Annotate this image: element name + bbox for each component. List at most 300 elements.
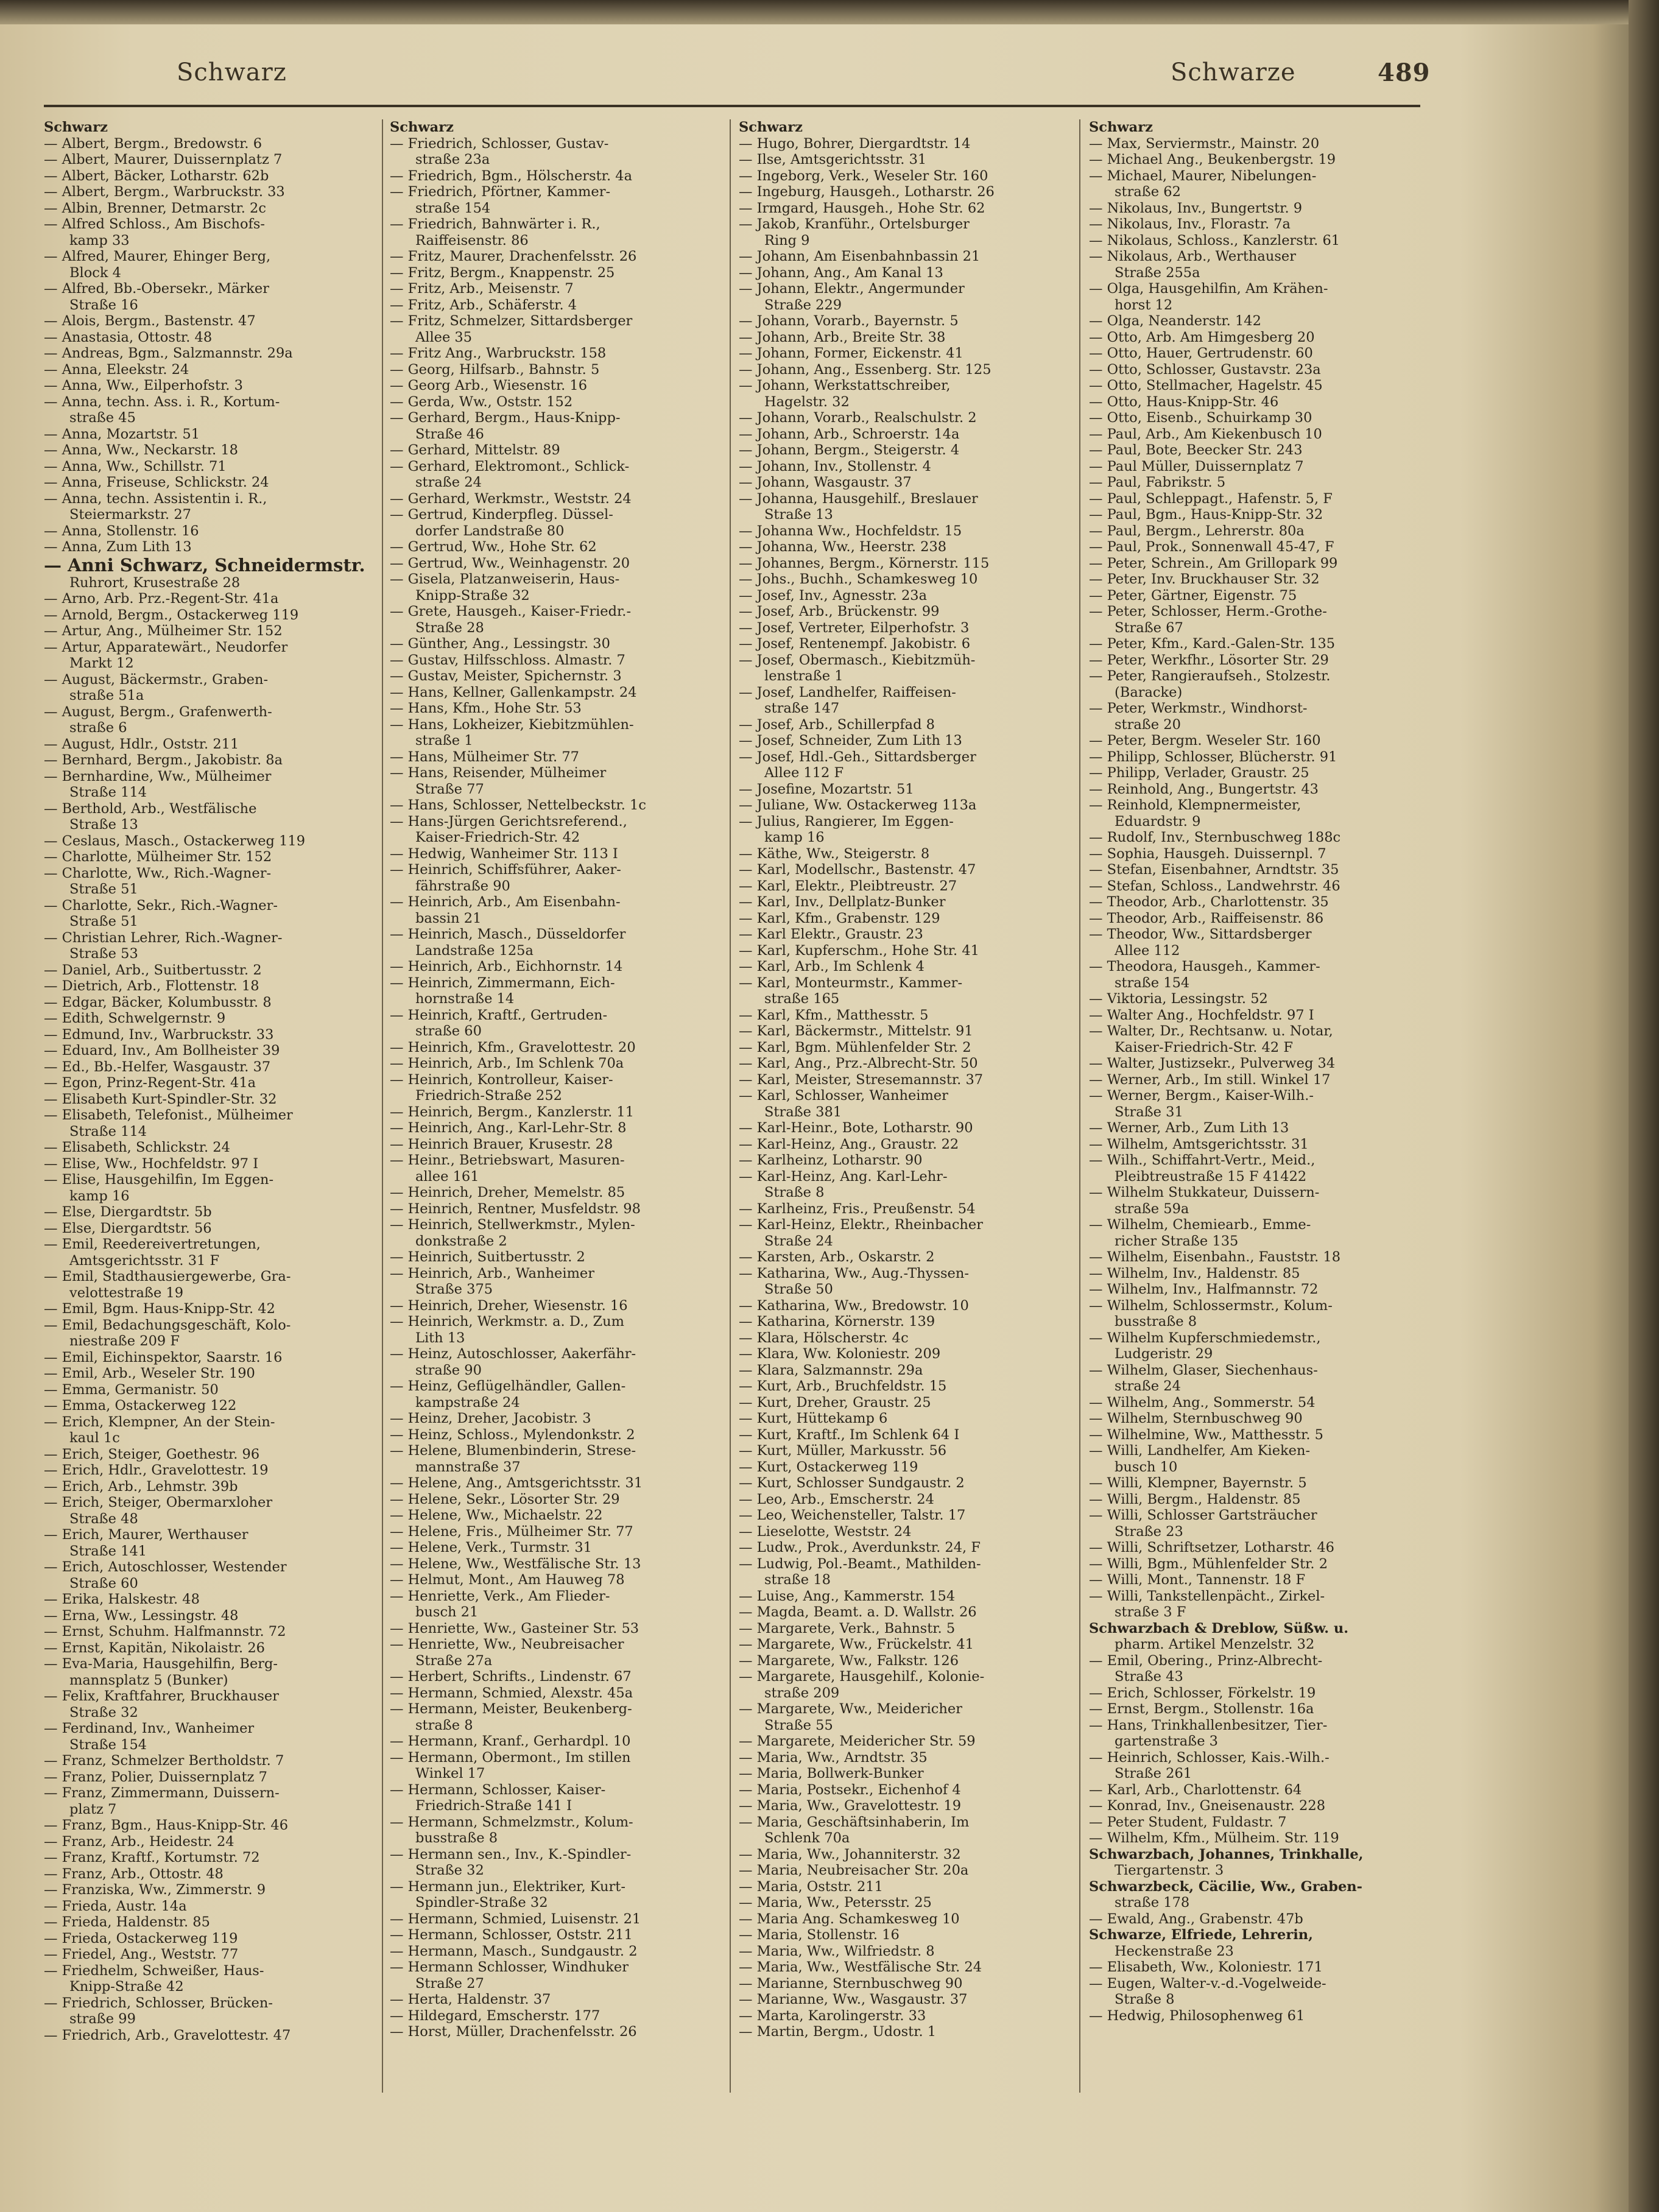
directory-entry: — Anna, Mozartstr. 51 [44, 426, 200, 442]
directory-entry: — Karl-Heinr., Bote, Lotharstr. 90 [739, 1120, 973, 1136]
directory-entry-continuation: straße 165 [764, 991, 840, 1007]
directory-entry: — Gisela, Platzanweiserin, Haus- [390, 571, 620, 587]
directory-entry: — Werner, Bergm., Kaiser-Wilh.- [1089, 1088, 1314, 1104]
directory-entry: — Theodora, Hausgeh., Kammer- [1089, 959, 1320, 974]
directory-entry: — Klara, Salzmannstr. 29a [739, 1362, 923, 1378]
directory-entry: — Günther, Ang., Lessingstr. 30 [390, 636, 610, 652]
directory-entry: — Heinz, Geflügelhändler, Gallen- [390, 1378, 626, 1394]
directory-entry: — Hans, Lokheizer, Kiebitzmühlen- [390, 716, 634, 733]
directory-entry: — Helene, Ww., Westfälische Str. 13 [390, 1555, 641, 1572]
directory-entry: — Marianne, Sternbuschweg 90 [739, 1975, 963, 1992]
directory-entry: — Heinr., Betriebswart, Masuren- [390, 1152, 625, 1168]
directory-entry: — Karlheinz, Lotharstr. 90 [739, 1152, 923, 1168]
directory-entry: — Heinrich, Stellwerkmstr., Mylen- [390, 1217, 635, 1233]
directory-entry: — Leo, Arb., Emscherstr. 24 [739, 1491, 934, 1507]
directory-entry-continuation: straße 209 [764, 1685, 840, 1701]
directory-entry: — Anastasia, Ottostr. 48 [44, 329, 213, 345]
directory-entry: — Franz, Arb., Heidestr. 24 [44, 1833, 234, 1850]
directory-entry: — Margarete, Verk., Bahnstr. 5 [739, 1620, 956, 1636]
directory-entry: — Henriette, Ww., Gasteiner Str. 53 [390, 1620, 639, 1636]
directory-entry: — Emil, Obering., Prinz-Albrecht- [1089, 1652, 1323, 1669]
directory-entry: — Johanna, Ww., Heerstr. 238 [739, 539, 947, 555]
directory-entry: — Maria Ang. Schamkesweg 10 [739, 1911, 960, 1927]
directory-entry: — Peter, Werkmstr., Windhorst- [1089, 700, 1308, 716]
directory-entry: — Heinz, Schloss., Mylendonkstr. 2 [390, 1426, 635, 1443]
directory-entry: — Otto, Stellmacher, Hagelstr. 45 [1089, 378, 1323, 393]
directory-entry: — Franz, Kraftf., Kortumstr. 72 [44, 1850, 260, 1865]
directory-entry-continuation: Straße 27 [415, 1975, 484, 1992]
directory-entry: — Karl, Inv., Dellplatz-Bunker [739, 894, 946, 910]
column-heading: Schwarz [739, 119, 803, 135]
directory-entry: — Martin, Bergm., Udostr. 1 [739, 2024, 937, 2040]
directory-entry: — Wilhelm, Ang., Sommerstr. 54 [1089, 1394, 1316, 1411]
directory-entry: — Peter, Schlosser, Herm.-Grothe- [1089, 604, 1327, 619]
directory-entry-continuation: Straße 51 [69, 914, 138, 929]
directory-entry: — Wilhelm, Eisenbahn., Fauststr. 18 [1089, 1249, 1341, 1265]
directory-entry-continuation: Allee 35 [415, 329, 473, 345]
directory-entry: — Maria, Geschäftsinhaberin, Im [739, 1814, 970, 1830]
directory-entry: — Hans, Reisender, Mülheimer [390, 765, 607, 781]
directory-entry: — Gerhard, Bergm., Haus-Knipp- [390, 410, 621, 426]
directory-entry-continuation: horst 12 [1115, 297, 1173, 313]
directory-entry: — Friedel, Ang., Weststr. 77 [44, 1946, 239, 1962]
column-heading: Schwarz [1089, 119, 1153, 135]
directory-entry: — Anna, Stollenstr. 16 [44, 523, 199, 539]
directory-entry: — Gustav, Meister, Spichernstr. 3 [390, 668, 622, 684]
directory-entry-continuation: Schlenk 70a [764, 1830, 850, 1846]
directory-entry: — Albert, Maurer, Duissernplatz 7 [44, 152, 283, 167]
page-number: 489 [1378, 58, 1431, 87]
directory-entry-continuation: Straße 67 [1115, 619, 1183, 636]
directory-entry: — Anna, Ww., Eilperhofstr. 3 [44, 378, 243, 393]
directory-entry-continuation: Allee 112 F [764, 765, 844, 781]
directory-entry: — Johann, Wasgaustr. 37 [739, 474, 912, 490]
directory-entry: — Gerda, Ww., Oststr. 152 [390, 393, 573, 410]
directory-entry: — Philipp, Schlosser, Blücherstr. 91 [1089, 748, 1337, 765]
directory-entry-continuation: mannsplatz 5 (Bunker) [69, 1672, 228, 1688]
directory-entry: — Marta, Karolingerstr. 33 [739, 2007, 926, 2024]
directory-entry: — Friedrich, Bgm., Hölscherstr. 4a [390, 167, 632, 184]
directory-entry-continuation: straße 8 [415, 1717, 473, 1733]
directory-entry-continuation: lenstraße 1 [764, 668, 844, 684]
directory-entry: — Stefan, Schloss., Landwehrstr. 46 [1089, 878, 1340, 894]
directory-entry: — Philipp, Verlader, Graustr. 25 [1089, 765, 1309, 781]
directory-entry: — Henriette, Verk., Am Flieder- [390, 1588, 610, 1604]
directory-entry: — Nikolaus, Arb., Werthauser [1089, 248, 1296, 264]
directory-entry: — Else, Diergardtstr. 5b [44, 1204, 212, 1220]
directory-entry: — Emma, Germanistr. 50 [44, 1381, 219, 1398]
directory-entry-continuation: Lith 13 [415, 1330, 465, 1346]
directory-entry: — Helene, Ww., Michaelstr. 22 [390, 1507, 603, 1523]
directory-entry: — Paul, Bergm., Lehrerstr. 80a [1089, 523, 1305, 539]
directory-entry: — Albin, Brenner, Detmarstr. 2c [44, 200, 266, 216]
directory-entry-continuation: mannstraße 37 [415, 1459, 521, 1475]
directory-entry: — Anna, techn. Assistentin i. R., [44, 490, 267, 507]
directory-entry: — Walter, Dr., Rechtsanw. u. Notar, [1089, 1023, 1333, 1039]
directory-entry: — Wilhelm, Kfm., Mülheim. Str. 119 [1089, 1830, 1339, 1846]
directory-entry: — Horst, Müller, Drachenfelsstr. 26 [390, 2024, 637, 2040]
directory-entry: — Willi, Schlosser Gartsträucher [1089, 1507, 1317, 1523]
directory-entry: — Theodor, Arb., Raiffeisenstr. 86 [1089, 910, 1324, 926]
directory-entry: — Helene, Verk., Turmstr. 31 [390, 1540, 592, 1555]
directory-entry: — Fritz, Schmelzer, Sittardsberger [390, 313, 633, 329]
directory-entry-continuation: Kaiser-Friedrich-Str. 42 [415, 830, 580, 845]
directory-entry: — Johannes, Bergm., Körnerstr. 115 [739, 555, 990, 571]
directory-entry: — Eduard, Inv., Am Bollheister 39 [44, 1043, 280, 1058]
directory-entry: — Daniel, Arb., Suitbertusstr. 2 [44, 962, 262, 978]
directory-entry: — Ingeburg, Hausgeh., Lotharstr. 26 [739, 184, 995, 200]
directory-entry: — Erich, Steiger, Goethestr. 96 [44, 1446, 260, 1462]
directory-entry: — Ernst, Kapitän, Nikolaistr. 26 [44, 1640, 265, 1656]
directory-entry: — Heinrich, Werkmstr. a. D., Zum [390, 1314, 625, 1330]
directory-entry-continuation: Straße 8 [764, 1185, 825, 1200]
directory-entry: — Leo, Weichensteller, Talstr. 17 [739, 1507, 966, 1523]
directory-entry: Schwarzbeck, Cäcilie, Ww., Graben- [1089, 1878, 1362, 1895]
directory-entry-continuation: straße 62 [1115, 184, 1181, 200]
directory-entry: — Josef, Schneider, Zum Lith 13 [739, 733, 962, 748]
directory-entry-continuation: Straße 28 [415, 619, 484, 636]
directory-entry: — Hildegard, Emscherstr. 177 [390, 2007, 601, 2024]
directory-entry: — Else, Diergardtstr. 56 [44, 1220, 212, 1236]
directory-entry: — Hermann, Schmelzmstr., Kolum- [390, 1814, 633, 1830]
directory-entry-continuation: Knipp-Straße 32 [415, 587, 530, 604]
directory-entry-continuation: Straße 46 [415, 426, 484, 442]
directory-entry: — Otto, Hauer, Gertrudenstr. 60 [1089, 345, 1313, 361]
directory-entry: — August, Bergm., Grafenwerth- [44, 703, 272, 720]
directory-entry: — Josefine, Mozartstr. 51 [739, 781, 914, 797]
book-spine-edge [1629, 0, 1659, 2212]
page-top-edge [0, 0, 1659, 24]
directory-entry-continuation: Ring 9 [764, 232, 810, 248]
directory-entry: — Emil, Reedereivertretungen, [44, 1236, 261, 1252]
directory-entry: — Erna, Ww., Lessingstr. 48 [44, 1607, 239, 1624]
directory-entry: — Willi, Klempner, Bayernstr. 5 [1089, 1475, 1307, 1491]
directory-entry-continuation: gartenstraße 3 [1115, 1733, 1218, 1749]
directory-entry: — Willi, Bergm., Haldenstr. 85 [1089, 1491, 1301, 1507]
directory-entry-continuation: Straße 8 [1115, 1992, 1175, 2007]
directory-entry: — Gustav, Hilfsschloss. Almastr. 7 [390, 652, 625, 668]
directory-entry: — Willi, Bgm., Mühlenfelder Str. 2 [1089, 1555, 1328, 1572]
directory-entry: — Heinrich, Zimmermann, Eich- [390, 974, 615, 991]
directory-entry-continuation: Hagelstr. 32 [764, 393, 850, 410]
directory-entry: — Theodor, Ww., Sittardsberger [1089, 926, 1312, 942]
directory-entry: — Walter Ang., Hochfeldstr. 97 I [1089, 1007, 1314, 1023]
directory-entry: — Johann, Ang., Am Kanal 13 [739, 264, 943, 281]
directory-entry-continuation: Amtsgerichtsstr. 31 F [69, 1252, 220, 1269]
directory-entry: — Gerhard, Elektromont., Schlick- [390, 458, 630, 474]
directory-entry-continuation: straße 18 [764, 1572, 831, 1588]
directory-entry-continuation: Straße 60 [69, 1575, 138, 1591]
directory-entry: — August, Hdlr., Oststr. 211 [44, 736, 239, 752]
directory-entry: — Franz, Schmelzer Bertholdstr. 7 [44, 1753, 284, 1769]
directory-entry: — Peter, Rangieraufseh., Stolzestr. [1089, 668, 1331, 684]
directory-entry: — Anna, Zum Lith 13 [44, 539, 192, 555]
directory-entry-continuation: kampstraße 24 [415, 1394, 520, 1411]
directory-entry: — Emil, Eichinspektor, Saarstr. 16 [44, 1349, 283, 1365]
directory-entry-continuation: busch 21 [415, 1604, 479, 1620]
directory-entry-continuation: Landstraße 125a [415, 942, 534, 959]
directory-entry: — Luise, Ang., Kammerstr. 154 [739, 1588, 956, 1604]
directory-entry: — August, Bäckermstr., Graben- [44, 671, 269, 688]
directory-entry: — Heinrich, Kraftf., Gertruden- [390, 1007, 608, 1023]
directory-entry-continuation: straße 23a [415, 152, 490, 167]
directory-entry: — Wilhelm, Schlossermstr., Kolum- [1089, 1297, 1333, 1314]
directory-entry: — Hans, Kfm., Hohe Str. 53 [390, 700, 582, 716]
directory-entry-continuation: kamp 16 [69, 1188, 130, 1204]
directory-entry-continuation: (Baracke) [1115, 684, 1183, 700]
directory-entry: — Johann, Inv., Stollenstr. 4 [739, 458, 931, 474]
directory-entry: — Anna, Friseuse, Schlickstr. 24 [44, 474, 269, 490]
directory-entry: — Herbert, Schrifts., Lindenstr. 67 [390, 1669, 632, 1685]
directory-entry: — Maria, Ww., Westfälische Str. 24 [739, 1959, 982, 1975]
directory-entry: — Willi, Mont., Tannenstr. 18 F [1089, 1572, 1306, 1588]
directory-entry: — Grete, Hausgeh., Kaiser-Friedr.- [390, 604, 632, 619]
directory-entry-continuation: straße 24 [1115, 1378, 1181, 1394]
directory-entry: — Hermann, Schlosser, Kaiser- [390, 1781, 606, 1798]
directory-entry-continuation: straße 178 [1115, 1895, 1190, 1911]
directory-entry: — Johann, Elektr., Angermunder [739, 281, 965, 297]
directory-entry: — Maria, Postsekr., Eichenhof 4 [739, 1781, 961, 1798]
directory-entry: — Karl-Heinz, Ang., Graustr. 22 [739, 1136, 959, 1152]
directory-entry: — Paul, Prok., Sonnenwall 45-47, F [1089, 539, 1334, 555]
directory-entry: — Maria, Ww., Petersstr. 25 [739, 1895, 932, 1911]
directory-entry: — Kurt, Dreher, Graustr. 25 [739, 1394, 931, 1411]
directory-entry: — Anna, Eleekstr. 24 [44, 361, 189, 378]
directory-entry: — Werner, Arb., Zum Lith 13 [1089, 1120, 1289, 1136]
directory-entry: — Maria, Bollwerk-Bunker [739, 1766, 924, 1781]
directory-entry: — Johann, Vorarb., Bayernstr. 5 [739, 313, 959, 329]
directory-entry: — Henriette, Ww., Neubreisacher [390, 1636, 624, 1652]
directory-entry-continuation: straße 24 [415, 474, 482, 490]
directory-entry: — Edith, Schwelgernstr. 9 [44, 1010, 226, 1026]
directory-entry: — Gerhard, Mittelstr. 89 [390, 442, 560, 458]
directory-entry-continuation: busch 10 [1115, 1459, 1178, 1475]
directory-entry: — Eugen, Walter-v.-d.-Vogelweide- [1089, 1975, 1326, 1992]
directory-entry: — Johann, Vorarb., Realschulstr. 2 [739, 410, 977, 426]
directory-entry: — Peter Student, Fuldastr. 7 [1089, 1814, 1287, 1830]
directory-entry: — Albert, Bäcker, Lotharstr. 62b [44, 167, 269, 184]
directory-entry-continuation: Friedrich-Straße 252 [415, 1088, 562, 1104]
directory-entry: — Olga, Neanderstr. 142 [1089, 313, 1261, 329]
directory-entry: — Josef, Arb., Brückenstr. 99 [739, 604, 940, 619]
column-2 [390, 119, 722, 2093]
directory-entry: — Juliane, Ww. Ostackerweg 113a [739, 797, 977, 813]
directory-entry: — Erich, Autoschlosser, Westender [44, 1559, 287, 1575]
directory-entry-continuation: kamp 16 [764, 830, 825, 845]
directory-entry: — Nikolaus, Schloss., Kanzlerstr. 61 [1089, 232, 1340, 248]
directory-entry: — Eva-Maria, Hausgehilfin, Berg- [44, 1656, 278, 1672]
directory-entry: — Peter, Kfm., Kard.-Galen-Str. 135 [1089, 636, 1336, 652]
directory-entry-continuation: Straße 154 [69, 1736, 147, 1753]
directory-entry: — Bernhard, Bergm., Jakobistr. 8a [44, 752, 283, 768]
directory-entry: — Margarete, Meidericher Str. 59 [739, 1733, 976, 1749]
directory-entry: — Anni Schwarz, Schneidermstr. [44, 555, 365, 575]
directory-entry: — Willi, Schriftsetzer, Lotharstr. 46 [1089, 1540, 1334, 1555]
directory-entry: — Karl, Ang., Prz.-Albrecht-Str. 50 [739, 1055, 978, 1071]
directory-entry-continuation: straße 1 [415, 733, 473, 748]
directory-entry: — Friedrich, Arb., Gravelottestr. 47 [44, 2027, 291, 2043]
directory-entry: — Emma, Ostackerweg 122 [44, 1398, 237, 1414]
directory-entry: — Käthe, Ww., Steigerstr. 8 [739, 845, 930, 862]
directory-entry: — Josef, Vertreter, Eilperhofstr. 3 [739, 619, 970, 636]
directory-entry: — Frieda, Ostackerweg 119 [44, 1930, 238, 1946]
directory-entry: — Nikolaus, Inv., Bungertstr. 9 [1089, 200, 1303, 216]
directory-entry: — Hermann, Schmied, Alexstr. 45a [390, 1685, 633, 1701]
directory-entry: — Elise, Hausgehilfin, Im Eggen- [44, 1172, 274, 1188]
directory-entry-continuation: Straße 53 [69, 946, 138, 962]
directory-entry: — Hermann, Obermont., Im stillen [390, 1749, 631, 1766]
directory-entry: — Hermann Schlosser, Windhuker [390, 1959, 629, 1975]
directory-entry: — Heinrich, Schlosser, Kais.-Wilh.- [1089, 1749, 1330, 1766]
directory-entry: — Kurt, Müller, Markusstr. 56 [739, 1443, 947, 1459]
column-heading: Schwarz [390, 119, 454, 135]
directory-entry: — Magda, Beamt. a. D. Wallstr. 26 [739, 1604, 977, 1620]
directory-entry: — Olga, Hausgehilfin, Am Krähen- [1089, 281, 1328, 297]
directory-entry: — Maria, Oststr. 211 [739, 1878, 883, 1895]
directory-entry: — Egon, Prinz-Regent-Str. 41a [44, 1075, 256, 1091]
directory-entry-continuation: hornstraße 14 [415, 991, 515, 1007]
directory-entry-continuation: Raiffeisenstr. 86 [415, 232, 529, 248]
directory-entry: — Theodor, Arb., Charlottenstr. 35 [1089, 894, 1329, 910]
directory-entry: — Bernhardine, Ww., Mülheimer [44, 768, 272, 784]
directory-entry: — Artur, Apparatewärt., Neudorfer [44, 639, 288, 655]
directory-entry-continuation: fährstraße 90 [415, 878, 510, 894]
directory-entry-continuation: straße 3 F [1115, 1604, 1186, 1620]
directory-entry: — Maria, Ww., Johanniterstr. 32 [739, 1846, 961, 1862]
directory-entry: — Erich, Hdlr., Gravelottestr. 19 [44, 1462, 269, 1478]
directory-entry: — Gertrud, Ww., Hohe Str. 62 [390, 539, 597, 555]
directory-entry: — Maria, Neubreisacher Str. 20a [739, 1862, 969, 1878]
directory-entry-continuation: busstraße 8 [1115, 1314, 1197, 1330]
directory-entry: — Hans, Mülheimer Str. 77 [390, 748, 579, 765]
directory-entry: — Karl, Arb., Im Schlenk 4 [739, 959, 925, 974]
directory-entry-continuation: kaul 1c [69, 1430, 120, 1446]
directory-entry: — Josef, Obermasch., Kiebitzmüh- [739, 652, 976, 668]
directory-entry: — Elisabeth, Ww., Koloniestr. 171 [1089, 1959, 1323, 1975]
directory-entry: — Herta, Haldenstr. 37 [390, 1992, 551, 2007]
directory-entry-continuation: straße 99 [69, 2011, 136, 2027]
directory-entry-continuation: Straße 48 [69, 1510, 138, 1527]
directory-entry-continuation: straße 154 [415, 200, 491, 216]
directory-entry: — Karl, Bäckermstr., Mittelstr. 91 [739, 1023, 973, 1039]
directory-entry-continuation: straße 6 [69, 720, 127, 736]
directory-entry: — Wilhelm, Sternbuschweg 90 [1089, 1411, 1303, 1426]
directory-entry-continuation: Straße 27a [415, 1652, 493, 1669]
directory-entry: — Friedrich, Pförtner, Kammer- [390, 184, 611, 200]
directory-entry-continuation: Straße 77 [415, 781, 484, 797]
directory-entry: — Christian Lehrer, Rich.-Wagner- [44, 929, 283, 946]
directory-entry: — Willi, Landhelfer, Am Kieken- [1089, 1443, 1311, 1459]
directory-entry: — Gertrud, Kinderpfleg. Düssel- [390, 507, 613, 523]
directory-entry: — Emil, Bgm. Haus-Knipp-Str. 42 [44, 1301, 275, 1317]
directory-entry: — Karl Elektr., Graustr. 23 [739, 926, 923, 942]
directory-entry: — Franz, Arb., Ottostr. 48 [44, 1865, 224, 1882]
column-divider [382, 119, 383, 2093]
directory-entry: — Heinrich, Masch., Düsseldorfer [390, 926, 626, 942]
directory-entry-continuation: richer Straße 135 [1115, 1233, 1239, 1249]
directory-entry: — Karl, Bgm. Mühlenfelder Str. 2 [739, 1039, 971, 1055]
directory-entry: — Alfred, Bb.-Obersekr., Märker [44, 281, 269, 297]
directory-entry: — Margarete, Ww., Frückelstr. 41 [739, 1636, 974, 1652]
directory-entry: — Johanna Ww., Hochfeldstr. 15 [739, 523, 962, 539]
directory-entry: — Paul, Bote, Beecker Str. 243 [1089, 442, 1303, 458]
directory-entry: — Helene, Ang., Amtsgerichtsstr. 31 [390, 1475, 643, 1491]
directory-entry: — Paul, Fabrikstr. 5 [1089, 474, 1226, 490]
directory-entry: — Ernst, Bergm., Stollenstr. 16a [1089, 1701, 1314, 1717]
directory-entry: — Klara, Ww. Koloniestr. 209 [739, 1346, 941, 1362]
directory-entry-continuation: Ruhrort, Krusestraße 28 [69, 574, 241, 591]
header-rule [44, 105, 1420, 107]
directory-entry: — Erich, Arb., Lehmstr. 39b [44, 1478, 238, 1495]
directory-entry: — Heinrich, Bergm., Kanzlerstr. 11 [390, 1104, 635, 1120]
directory-entry-continuation: straße 20 [1115, 716, 1181, 733]
directory-entry: — Hermann sen., Inv., K.-Spindler- [390, 1846, 632, 1862]
directory-entry: — Karsten, Arb., Oskarstr. 2 [739, 1249, 935, 1265]
directory-entry: — Josef, Hdl.-Geh., Sittardsberger [739, 748, 976, 765]
directory-entry: — Hans, Schlosser, Nettelbeckstr. 1c [390, 797, 646, 813]
directory-entry: — Hans, Kellner, Gallenkampstr. 24 [390, 684, 637, 700]
directory-entry: — Heinrich, Arb., Eichhornstr. 14 [390, 959, 623, 974]
directory-entry-continuation: Straße 16 [69, 297, 138, 313]
directory-entry: — Walter, Justizsekr., Pulverweg 34 [1089, 1055, 1336, 1071]
directory-entry: — Georg, Hilfsarb., Bahnstr. 5 [390, 361, 600, 378]
directory-entry: — Karlheinz, Fris., Preußenstr. 54 [739, 1200, 976, 1217]
directory-entry: — Ed., Bb.-Helfer, Wasgaustr. 37 [44, 1058, 271, 1075]
directory-entry: — Katharina, Körnerstr. 139 [739, 1314, 935, 1330]
directory-entry: — Werner, Arb., Im still. Winkel 17 [1089, 1071, 1331, 1088]
directory-entry-continuation: donkstraße 2 [415, 1233, 507, 1249]
directory-entry: — Otto, Haus-Knipp-Str. 46 [1089, 393, 1279, 410]
directory-entry-continuation: Straße 31 [1115, 1104, 1183, 1120]
directory-entry: — Friedrich, Bahnwärter i. R., [390, 216, 601, 232]
directory-entry: Schwarzbach, Johannes, Trinkhalle, [1089, 1846, 1364, 1862]
directory-entry: — Erika, Halskestr. 48 [44, 1591, 200, 1607]
directory-entry: — Paul Müller, Duissernplatz 7 [1089, 458, 1304, 474]
directory-entry-continuation: niestraße 209 F [69, 1333, 180, 1349]
directory-entry: — Karl, Schlosser, Wanheimer [739, 1088, 948, 1104]
directory-entry: — Hermann, Kranf., Gerhardpl. 10 [390, 1733, 631, 1749]
directory-entry: — Johann, Bergm., Steigerstr. 4 [739, 442, 960, 458]
directory-entry: — Franz, Polier, Duissernplatz 7 [44, 1769, 267, 1785]
directory-entry: — Johanna, Hausgehilf., Breslauer [739, 490, 978, 507]
directory-entry: — Karl, Monteurmstr., Kammer- [739, 974, 963, 991]
directory-entry-continuation: Straße 255a [1115, 264, 1200, 281]
directory-entry-continuation: Steiermarkstr. 27 [69, 507, 191, 523]
directory-entry: — Franz, Bgm., Haus-Knipp-Str. 46 [44, 1817, 289, 1833]
directory-entry: — Fritz, Arb., Meisenstr. 7 [390, 281, 574, 297]
column-divider [1079, 119, 1080, 2093]
directory-entry: — Karl, Arb., Charlottenstr. 64 [1089, 1781, 1302, 1798]
directory-entry: — Paul, Bgm., Haus-Knipp-Str. 32 [1089, 507, 1323, 523]
directory-entry: — Elisabeth, Telefonist., Mülheimer [44, 1107, 293, 1123]
directory-entry: — Fritz, Bergm., Knappenstr. 25 [390, 264, 615, 281]
directory-entry: — Otto, Eisenb., Schuirkamp 30 [1089, 410, 1312, 426]
directory-entry: — Heinrich, Arb., Im Schlenk 70a [390, 1055, 624, 1071]
directory-entry-continuation: Eduardstr. 9 [1115, 813, 1201, 830]
directory-entry: — Peter, Werkfhr., Lösorter Str. 29 [1089, 652, 1329, 668]
directory-entry: — Wilhelm, Chemiearb., Emme- [1089, 1217, 1311, 1233]
directory-entry-continuation: dorfer Landstraße 80 [415, 523, 565, 539]
column-3 [739, 119, 1071, 2093]
directory-entry: — Helmut, Mont., Am Hauweg 78 [390, 1572, 625, 1588]
directory-entry-continuation: Straße 13 [764, 507, 833, 523]
directory-entry: — Heinrich Brauer, Krusestr. 28 [390, 1136, 613, 1152]
directory-entry: — Viktoria, Lessingstr. 52 [1089, 991, 1268, 1007]
directory-entry: — Albert, Bergm., Warbruckstr. 33 [44, 184, 285, 200]
directory-entry: — Andreas, Bgm., Salzmannstr. 29a [44, 345, 293, 361]
directory-entry-continuation: Knipp-Straße 42 [69, 1979, 184, 1995]
directory-entry: — Peter, Bergm. Weseler Str. 160 [1089, 733, 1321, 748]
